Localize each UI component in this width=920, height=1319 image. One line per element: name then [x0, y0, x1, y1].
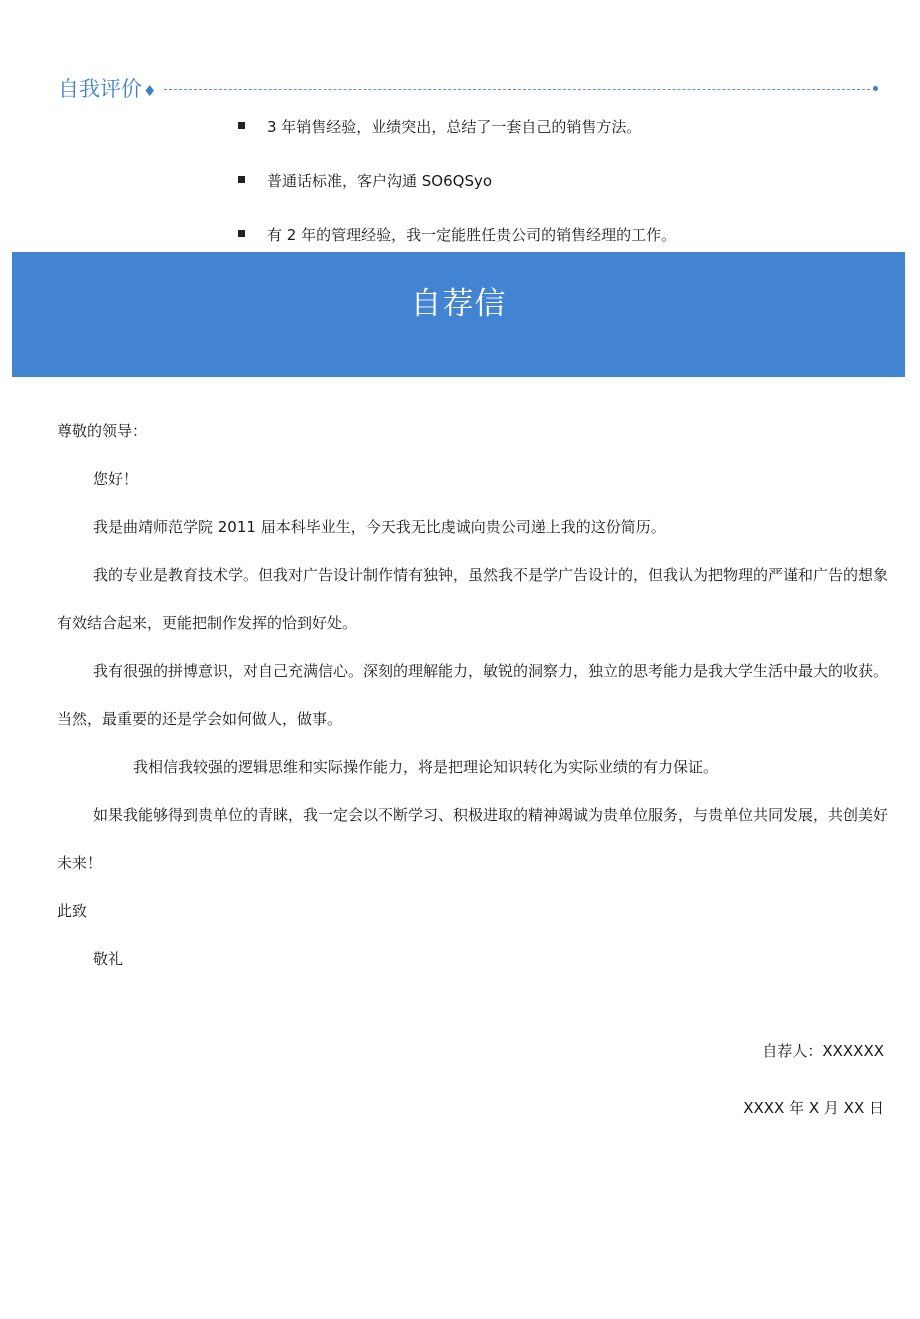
square-bullet-icon [238, 176, 245, 183]
greeting: 您好！ [93, 470, 139, 488]
divider-end-dot [873, 86, 878, 91]
section-title [58, 74, 156, 106]
cover-letter-banner [12, 252, 905, 377]
list-item [238, 112, 676, 166]
date: XXXX 年 X 月 XX 日 [743, 1099, 884, 1117]
dashed-divider [164, 89, 870, 90]
list-item-text: 有 2 年的管理经验，我一定能胜任贵公司的销售经理的工作。 [267, 226, 677, 244]
list-item [238, 166, 676, 220]
section-title-text: 自我评价 [58, 77, 142, 101]
paragraph: 我相信我较强的逻辑思维和实际操作能力，将是把理论知识转化为实际业绩的有力保证。 [133, 758, 719, 776]
paragraph: 如果我能够得到贵单位的青睐，我一定会以不断学习、积极进取的精神竭诚为贵单位服务，与贵单位共同发展，共创美好未来！ [57, 806, 889, 872]
list-item-text: 普通话标准，客户沟通 SO6QSyo [267, 172, 493, 190]
square-bullet-icon [238, 230, 245, 237]
self-evaluation-header [58, 74, 880, 104]
square-bullet-icon [238, 122, 245, 129]
closing: 此致 [57, 902, 88, 920]
paragraph: 我有很强的拼博意识，对自己充满信心。深刻的理解能力，敏锐的洞察力，独立的思考能力是我大学生活中最大的收获。当然，最重要的还是学会如何做人，做事。 [57, 662, 889, 728]
paragraph: 我是曲靖师范学院 2011 届本科毕业生，今天我无比虔诚向贵公司递上我的这份简历。 [93, 518, 666, 536]
self-evaluation-list [238, 112, 676, 274]
regards: 敬礼 [93, 950, 124, 968]
banner-title: 自荐信 [410, 286, 507, 322]
salutation: 尊敬的领导： [57, 422, 148, 440]
signature: 自荐人：XXXXXX [762, 1042, 884, 1060]
list-item-text: 3 年销售经验，业绩突出，总结了一套自己的销售方法。 [267, 118, 642, 136]
diamond-icon: ♦ [143, 82, 157, 100]
paragraph: 我的专业是教育技术学。但我对广告设计制作情有独钟，虽然我不是学广告设计的，但我认为把物理的严谨和广告的想象有效结合起来，更能把制作发挥的恰到好处。 [57, 566, 889, 632]
